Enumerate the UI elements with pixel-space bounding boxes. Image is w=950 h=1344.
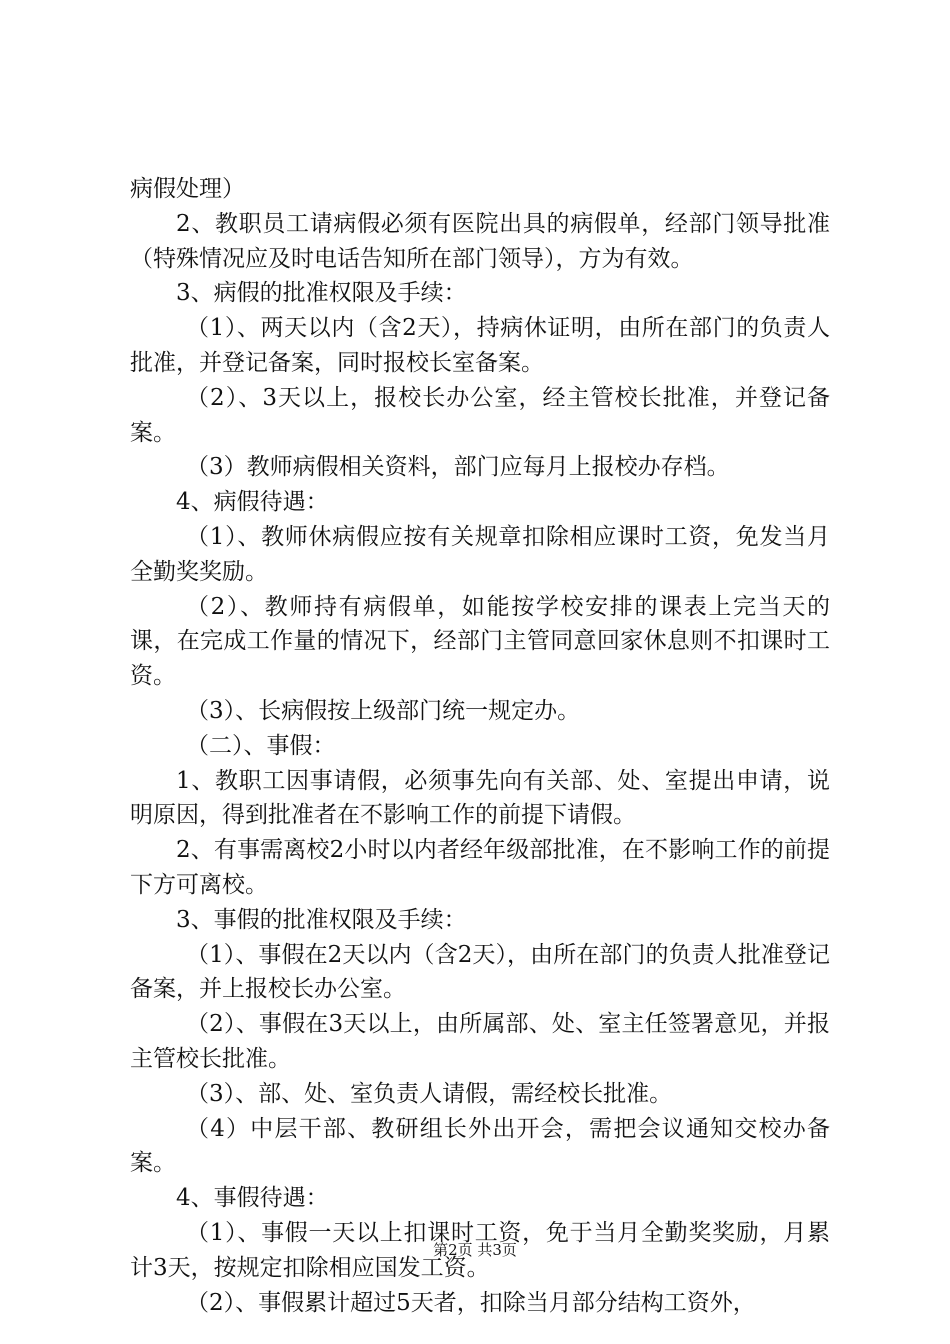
paragraph: （1）、教师休病假应按有关规章扣除相应课时工资，免发当月全勤奖奖励。: [130, 523, 830, 585]
paragraph: 2、有事需离校2小时以内者经年级部批准，在不影响工作的前提下方可离校。: [130, 837, 830, 898]
paragraph: 3、事假的批准权限及手续：: [176, 906, 467, 933]
paragraph: 3、病假的批准权限及手续：: [176, 280, 467, 307]
paragraph: （3）、部、处、室负责人请假，需经校长批准。: [186, 1080, 673, 1107]
paragraph: （3）、长病假按上级部门统一规定办。: [186, 697, 581, 724]
paragraph: （3）教师病假相关资料，部门应每月上报校办存档。: [186, 454, 730, 481]
page-number-footer: 第2页 共3页: [433, 1241, 517, 1259]
paragraph: （2）、教师持有病假单，如能按学校安排的课表上完当天的课，在完成工作量的情况下，经部门主管同意回家休息则不扣课时工资。: [130, 593, 830, 690]
paragraph: （2）、事假累计超过5天者，扣除当月部分结构工资外，: [186, 1289, 756, 1316]
paragraph: 4、事假待遇：: [176, 1185, 329, 1212]
paragraph: （1）、两天以内（含2天），持病休证明，由所在部门的负责人批准，并登记备案，同时报校长室备案。: [130, 315, 830, 376]
document-body: [130, 172, 830, 1320]
paragraph: 1、教职工因事请假，必须事先向有关部、处、室提出申请，说明原因，得到批准者在不影响工作的前提下请假。: [130, 767, 830, 829]
paragraph: 病假处理）: [130, 176, 245, 202]
paragraph: （1）、事假在2天以内（含2天），由所在部门的负责人批准登记备案，并上报校长办公室。: [130, 941, 830, 1003]
paragraph: 2、教职员工请病假必须有医院出具的病假单，经部门领导批准（特殊情况应及时电话告知所在部门领导），方为有效。: [130, 210, 830, 272]
paragraph: （2）、事假在3天以上，由所属部、处、室主任签署意见，并报主管校长批准。: [130, 1011, 830, 1072]
paragraph: 4、病假待遇：: [176, 489, 329, 516]
paragraph: （2）、3天以上，报校长办公室，经主管校长批准，并登记备案。: [130, 384, 830, 446]
section-heading: （二）、事假：: [186, 732, 336, 759]
paragraph: （4）中层干部、教研组长外出开会，需把会议通知交校办备案。: [130, 1115, 830, 1177]
paragraph: （1）、事假一天以上扣课时工资，免于当月全勤奖奖励，月累计3天，按规定扣除相应国发工资。: [130, 1219, 830, 1281]
